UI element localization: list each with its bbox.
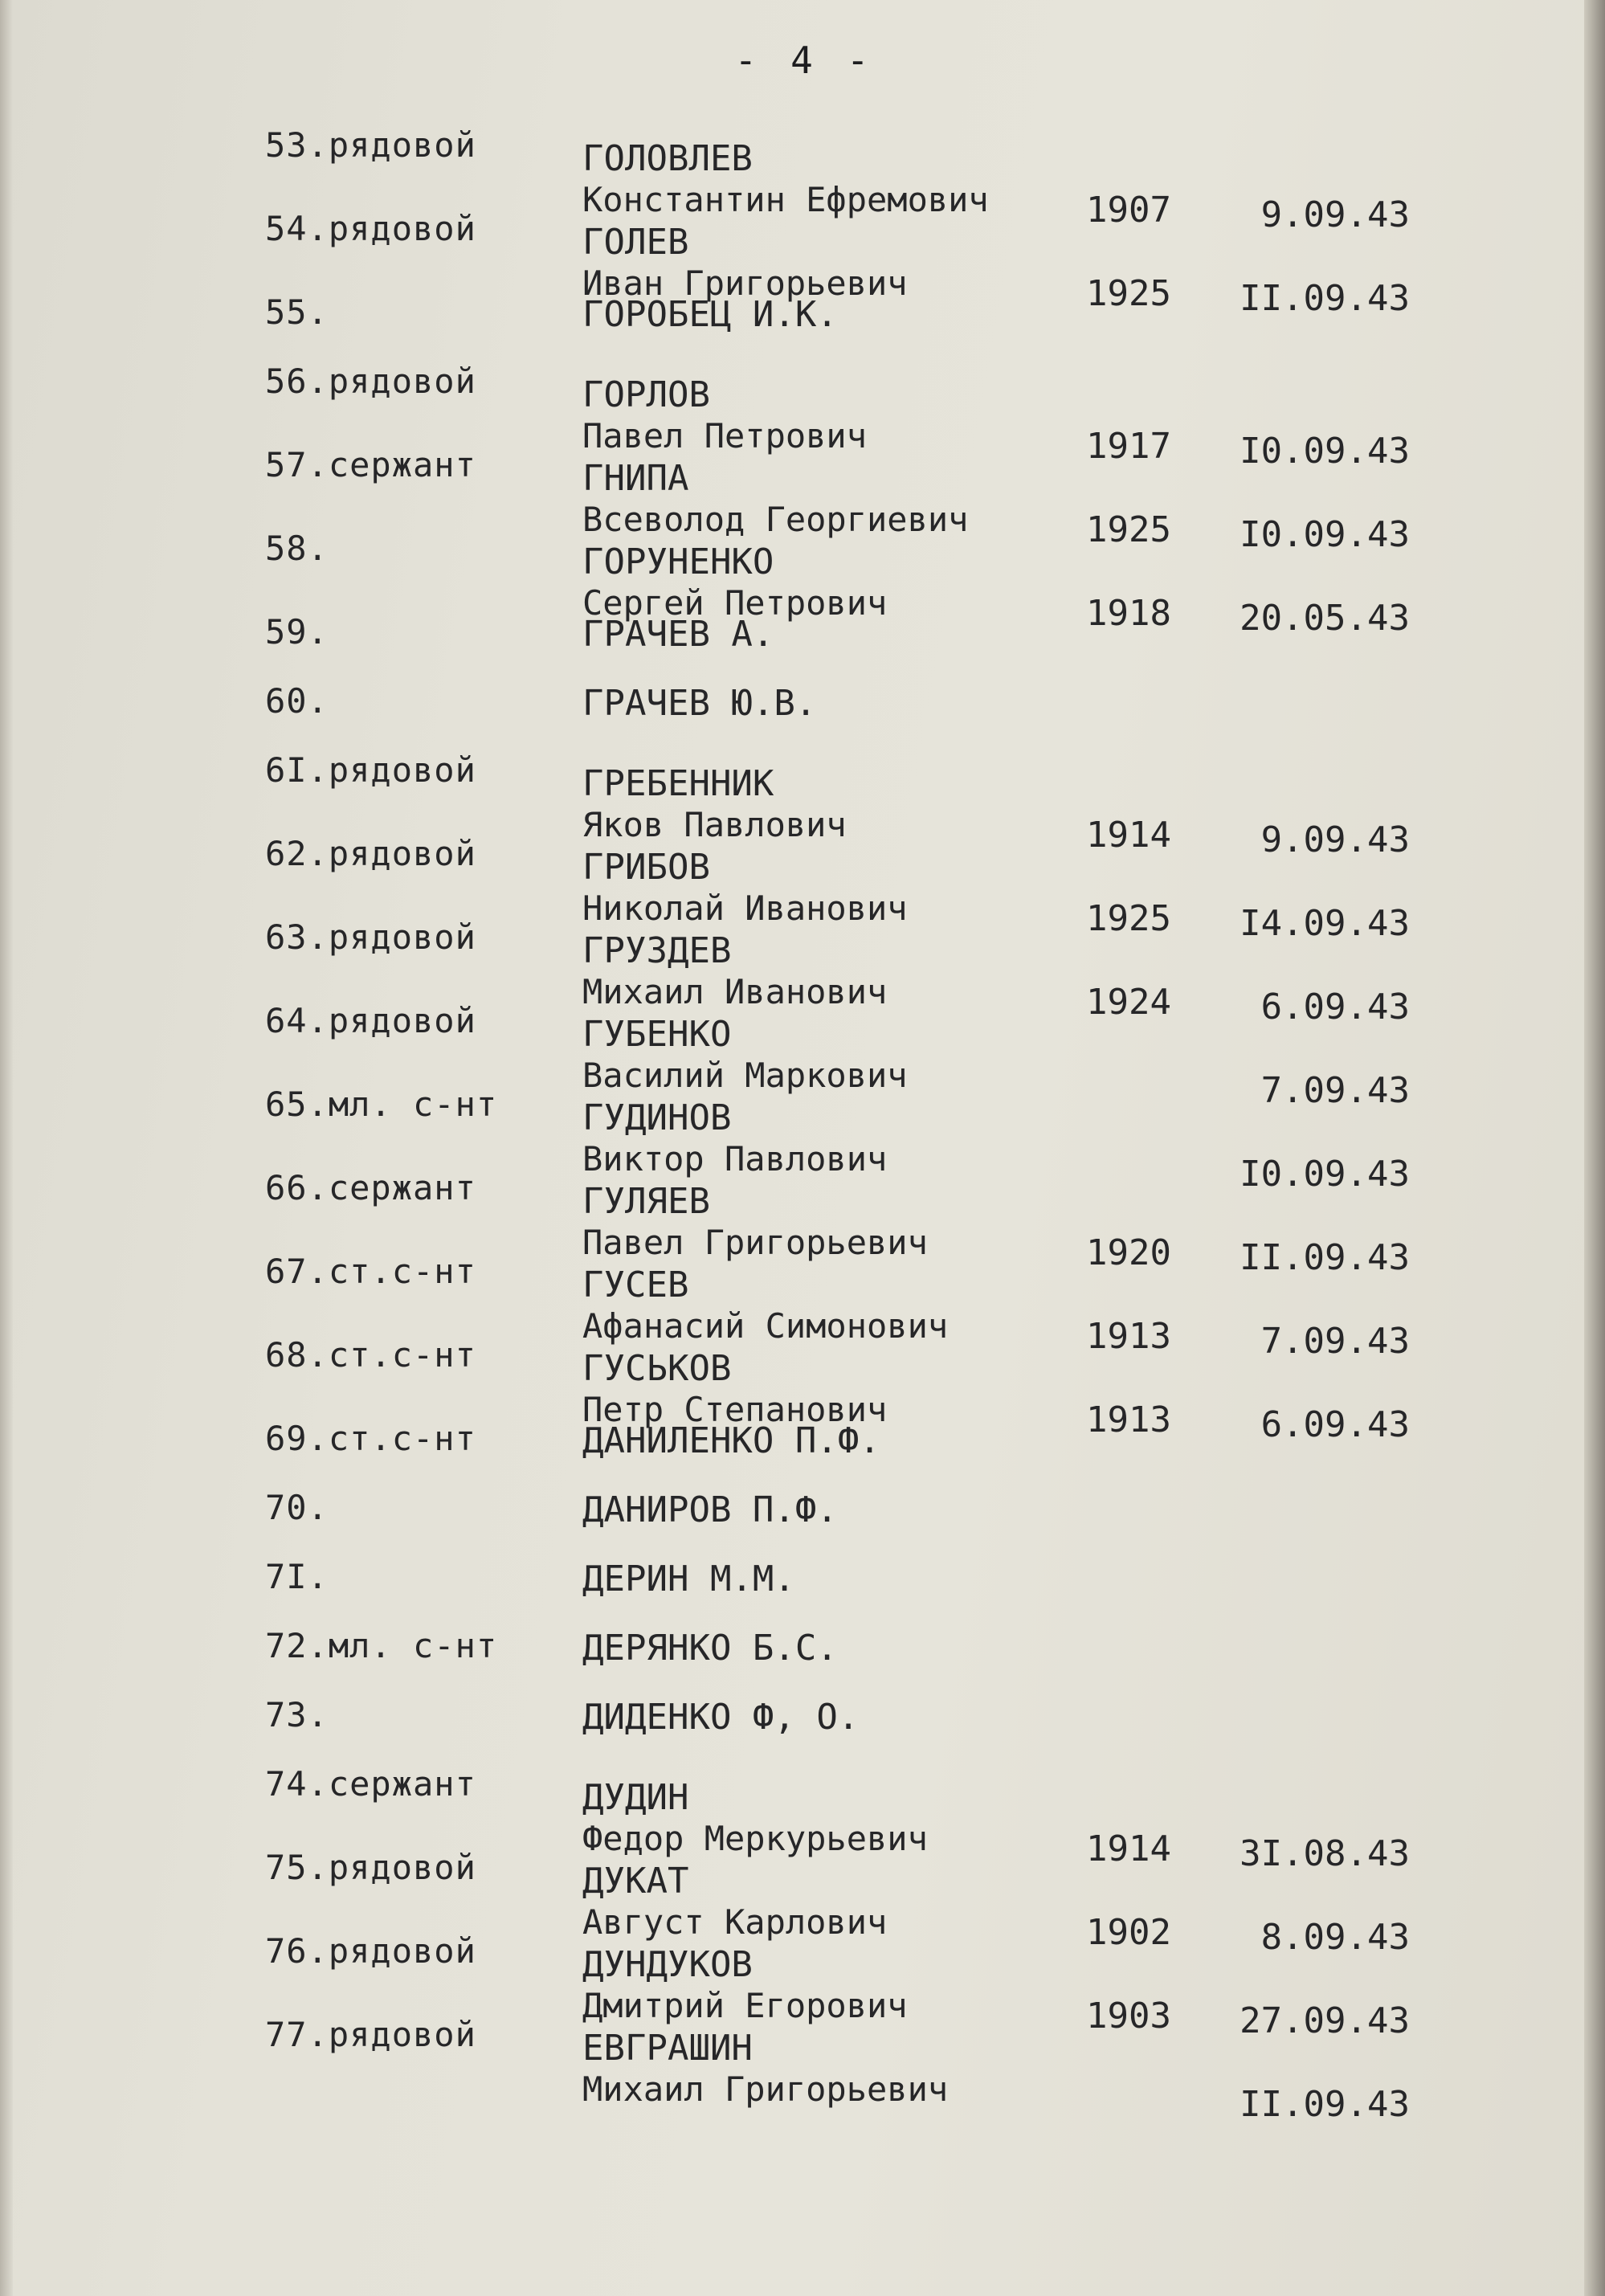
record-date: I0.09.43 — [1239, 431, 1410, 472]
record-birth-year: 1925 — [1086, 509, 1171, 550]
record-surname: ГУДИНОВ — [582, 1097, 732, 1138]
list-item — [241, 1483, 1430, 1552]
record-surname: ДУКАТ — [582, 1861, 689, 1902]
list-item — [241, 1690, 1430, 1759]
record-number-rank: 75.рядовой — [265, 1848, 476, 1887]
record-number-rank: 70. — [265, 1488, 329, 1527]
record-date: I0.09.43 — [1239, 514, 1410, 555]
record-birth-year: 1924 — [1086, 982, 1171, 1023]
record-given-names: Николай Иванович — [582, 889, 908, 928]
record-date: 7.09.43 — [1260, 1321, 1410, 1362]
record-date: 9.09.43 — [1260, 194, 1410, 235]
record-date: II.09.43 — [1239, 278, 1410, 319]
list-item — [241, 676, 1430, 746]
record-surname: ГОРУНЕНКО — [582, 541, 774, 582]
record-surname: ГРИБОВ — [582, 847, 710, 888]
record-number-rank: 7I. — [265, 1557, 329, 1596]
record-surname: ГРУЗДЕВ — [582, 930, 732, 971]
list-item — [241, 1552, 1430, 1621]
page-right-edge — [1584, 0, 1605, 2296]
record-number-rank: 76.рядовой — [265, 1931, 476, 1971]
record-date: I4.09.43 — [1239, 903, 1410, 944]
record-number-rank: 64.рядовой — [265, 1001, 476, 1040]
record-surname: ДУНДУКОВ — [582, 1944, 753, 1985]
record-number-rank: 66.сержант — [265, 1168, 476, 1207]
record-date: 6.09.43 — [1260, 1404, 1410, 1445]
page-dash-left: - — [734, 39, 759, 82]
record-given-names: Михаил Григорьевич — [582, 2069, 949, 2109]
record-number-rank: 53.рядовой — [265, 125, 476, 165]
record-surname: ГУЛЯЕВ — [582, 1181, 710, 1222]
list-item — [241, 607, 1430, 676]
record-surname: ГРЕБЕННИК — [582, 763, 774, 804]
record-birth-year: 1913 — [1086, 1399, 1171, 1440]
record-surname: ГУСЬКОВ — [582, 1348, 732, 1389]
page-left-edge — [0, 0, 13, 2296]
record-given-names: Василий Маркович — [582, 1056, 908, 1095]
record-surname: ГНИПА — [582, 458, 689, 499]
record-birth-year: 1903 — [1086, 1996, 1171, 2037]
list-item — [241, 1414, 1430, 1483]
record-date: 27.09.43 — [1239, 2000, 1410, 2041]
records-list — [241, 121, 1430, 2125]
record-surname: ДЕРИН М.М. — [582, 1559, 795, 1599]
record-number-rank: 63.рядовой — [265, 917, 476, 957]
record-given-names: Дмитрий Егорович — [582, 1986, 908, 2025]
record-number-rank: 54.рядовой — [265, 209, 476, 248]
record-birth-year: 1914 — [1086, 815, 1171, 856]
record-birth-year: 1920 — [1086, 1232, 1171, 1273]
record-number-rank: 60. — [265, 681, 329, 721]
record-given-names: Виктор Павлович — [582, 1139, 888, 1179]
record-surname: ДАНИЛЕНКО П.Ф. — [582, 1420, 880, 1461]
record-date: 6.09.43 — [1260, 987, 1410, 1027]
record-given-names: Всеволод Георгиевич — [582, 500, 969, 539]
record-number-rank: 73. — [265, 1695, 329, 1734]
record-surname: ГОЛЕВ — [582, 222, 689, 263]
record-surname: ГУСЕВ — [582, 1264, 689, 1305]
record-surname: ГОРЛОВ — [582, 374, 710, 415]
record-birth-year: 1918 — [1086, 593, 1171, 634]
record-surname: ДИДЕНКО Ф, О. — [582, 1697, 860, 1738]
record-number-rank: 77.рядовой — [265, 2015, 476, 2054]
record-birth-year: 1907 — [1086, 190, 1171, 231]
record-given-names: Сергей Петрович — [582, 583, 888, 623]
record-birth-year: 1925 — [1086, 898, 1171, 939]
record-birth-year: 1913 — [1086, 1316, 1171, 1357]
record-given-names: Константин Ефремович — [582, 180, 989, 219]
list-item — [241, 1621, 1430, 1690]
record-surname: ГРАЧЕВ Ю.В. — [582, 683, 817, 724]
record-date: 20.05.43 — [1239, 598, 1410, 639]
list-item — [241, 2010, 1430, 2125]
record-number-rank: 6I.рядовой — [265, 750, 476, 790]
record-number-rank: 57.сержант — [265, 445, 476, 484]
record-surname: ЕВГРАШИН — [582, 2028, 753, 2069]
list-item — [241, 288, 1430, 357]
record-given-names: Павел Григорьевич — [582, 1223, 928, 1262]
record-given-names: Павел Петрович — [582, 416, 868, 456]
record-birth-year: 1914 — [1086, 1828, 1171, 1869]
record-surname: ГОРОБЕЦ И.К. — [582, 294, 838, 335]
record-number-rank: 59. — [265, 612, 329, 652]
record-date: II.09.43 — [1239, 2084, 1410, 2125]
record-given-names: Михаил Иванович — [582, 972, 888, 1011]
record-given-names: Август Карлович — [582, 1902, 888, 1942]
record-given-names: Петр Степанович — [582, 1390, 888, 1429]
record-given-names: Афанасий Симонович — [582, 1306, 949, 1346]
record-number-rank: 65.мл. с-нт — [265, 1085, 498, 1124]
record-birth-year: 1917 — [1086, 426, 1171, 467]
record-surname: ГОЛОВЛЕВ — [582, 138, 753, 179]
record-surname: ГРАЧЕВ А. — [582, 614, 774, 655]
record-number-rank: 74.сержант — [265, 1764, 476, 1804]
record-date: II.09.43 — [1239, 1237, 1410, 1278]
record-surname: ДАНИРОВ П.Ф. — [582, 1489, 838, 1530]
record-date: 7.09.43 — [1260, 1070, 1410, 1111]
record-number-rank: 72.мл. с-нт — [265, 1626, 498, 1665]
record-given-names: Иван Григорьевич — [582, 264, 908, 303]
record-surname: ДЕРЯНКО Б.С. — [582, 1628, 838, 1669]
record-number-rank: 55. — [265, 292, 329, 332]
record-given-names: Федор Меркурьевич — [582, 1819, 928, 1858]
record-given-names: Яков Павлович — [582, 805, 847, 844]
page-number-header — [0, 39, 1605, 82]
record-date: 3I.08.43 — [1239, 1833, 1410, 1874]
record-number-rank: 69.ст.с-нт — [265, 1419, 476, 1458]
record-number-rank: 68.ст.с-нт — [265, 1335, 476, 1375]
record-birth-year: 1925 — [1086, 273, 1171, 314]
record-surname: ГУБЕНКО — [582, 1014, 732, 1055]
record-date: I0.09.43 — [1239, 1154, 1410, 1195]
record-surname: ДУДИН — [582, 1777, 689, 1818]
record-date: 9.09.43 — [1260, 819, 1410, 860]
page-dash-right: - — [846, 39, 871, 82]
page-number: 4 — [790, 39, 815, 82]
record-number-rank: 67.ст.с-нт — [265, 1252, 476, 1291]
record-number-rank: 56.рядовой — [265, 362, 476, 401]
record-number-rank: 62.рядовой — [265, 834, 476, 873]
record-number-rank: 58. — [265, 529, 329, 568]
record-date: 8.09.43 — [1260, 1917, 1410, 1958]
record-birth-year: 1902 — [1086, 1912, 1171, 1953]
